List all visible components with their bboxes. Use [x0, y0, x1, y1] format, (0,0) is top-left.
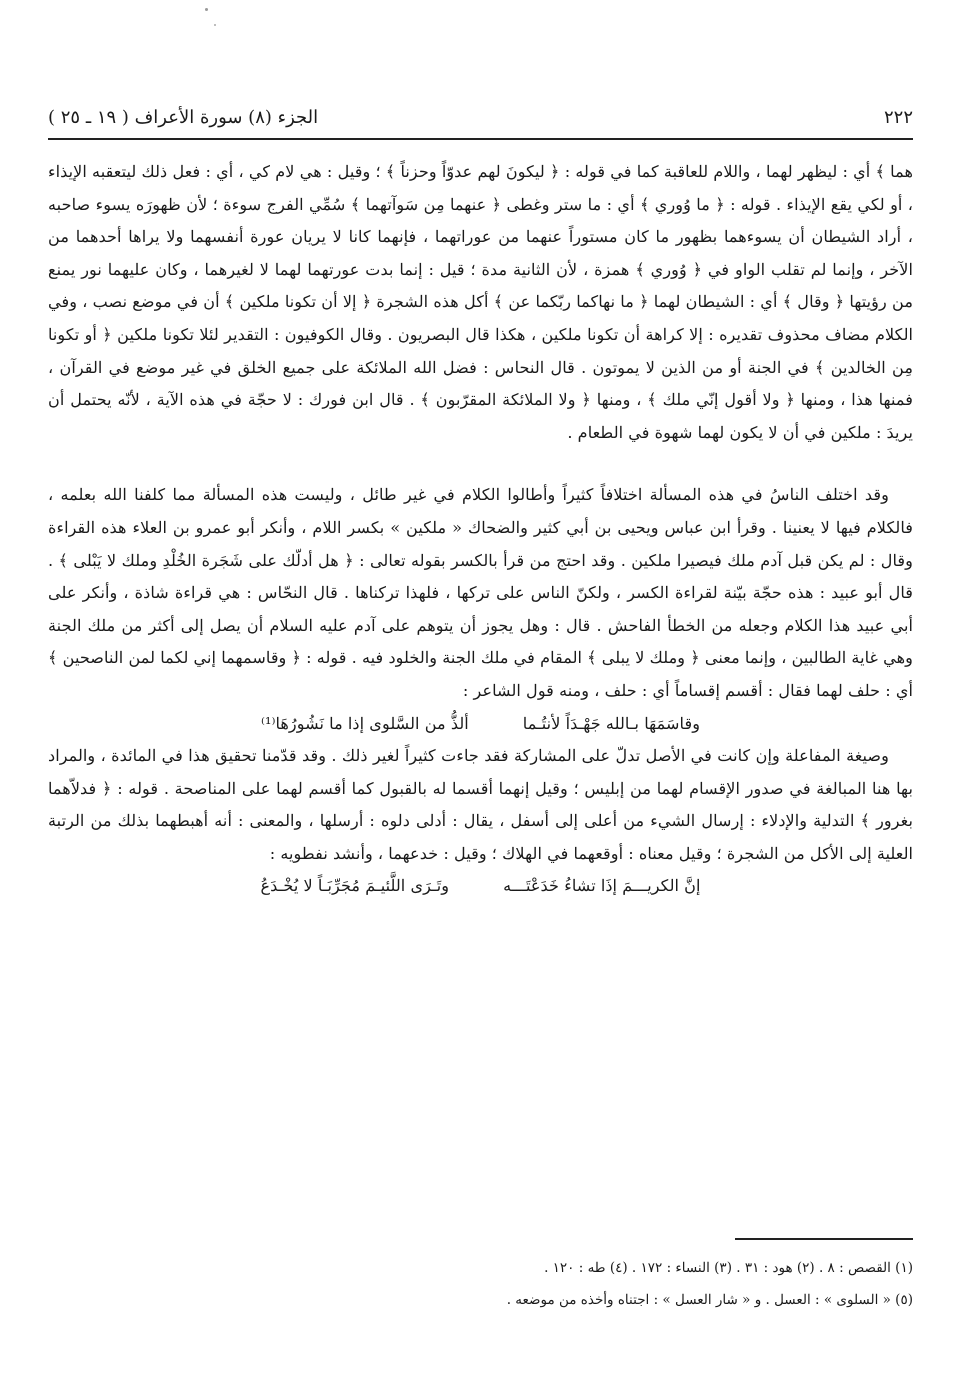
verse-2 [48, 870, 913, 903]
paragraph-2: وقد اختلف الناسُ في هذه المسألة اختلافاً كثيراً وأطالوا الكلام في غير طائل ، وليست هذه المسألة مما كلفنا الله بعلمه ، فالكلام فيها لا يعنينا . وقرأ ابن عباس ويحيى بن أبي كثير والضحاك « ملكين » بكسر اللام ، وأنكر أبو عمرو بن العلاء هذه القراءة وقال : لم يكن قبل آدم ملك فيصيرا ملكين . وقد احتج من قرأ بالكسر بقوله تعالى : ﴿ هل أدلّك على شَجَرة الخُلْدِ وملك لا يَبْلى ﴾ . قال أبو عبيد : هذه حجّة بيّنة لقراءة الكسر ، ولكنّ الناس على تركها ، فلهذا تركناها . قال النحّاس : هي قراءة شاذة ، وأنكر على أبي عبيد هذا الكلام وجعله من الخطأ الفاحش . قال : وهل يجوز أن يتوهم على آدم عليه السلام أن يصل إلى أكثر من ملك الجنة وهي غاية الطالبين ، وإنما معنى ﴿ وملك لا يبلى ﴾ المقام في ملك الجنة والخلود فيه . قوله : ﴿ وقاسمهما إني لكما لمن الناصحين ﴾ أي : حلف لهما فقال : أقسم إقساماً أي : حلف ، ومنه قول الشاعر : [48, 485, 913, 700]
verse-2-second-hemistich: وتَـرَى اللَّئيـمَ مُجَرِّبَـاً لا يُخْـدَعُ [260, 876, 450, 896]
scan-speck [205, 8, 208, 11]
paragraph-1: هما ﴾ أي : ليظهر لهما ، واللام للعاقبة كما في قوله : ﴿ ليكونَ لهم عدوّاً وحزناً ﴾ ؛ وقيل : هي لام كي ، أي : فعل ذلك ليتعقبه الإيذاء ، أو لكي يقع الإيذاء . قوله : ﴿ ما وُوري ﴾ أي : ما ستر وغطى ﴿ عنهما مِن سَوآتهما ﴾ سُمِّي الفرج سوءة ؛ لأن ظهورَه يسوء صاحبه ، أراد الشيطان أن يسوءهما بظهور ما كان مستوراً عنهما من عوراتهما ، فإنهما كانا لا يريان عورة أنفسهما ولا يراها أحدهما من الآخر ، وإنما لم تقلب الواو في ﴿ وُوري ﴾ همزة ، لأن الثانية مدة ؛ قيل : إنما بدت عورتهما لهما لا لغيرهما ، وكان عليهما نور يمنع من رؤيتها ﴿ وقال ﴾ أي : الشيطان لهما ﴿ ما نهاكما ربّكما عن ﴾ أكل هذه الشجرة ﴿ إلا أن تكونا ملكين ﴾ أن في موضع نصب ، وفي الكلام مضاف محذوف تقديره : إلا كراهة أن تكونا ملكين ، هكذا قال البصريون . وقال الكوفيون : التقدير لئلا تكونا ملكين ﴿ أو تكونا مِن الخالدين ﴾ في الجنة أو من الذين لا يموتون . قال النحاس : فضل الله الملائكة على جميع الخلق في غير موضع في القرآن ، فمنها هذا ، ومنها ﴿ ولا أقول إنّي ملك ﴾ ، ومنها ﴿ ولا الملائكة المقرّبون ﴾ . قال ابن فورك : لا حجّة في هذه الآية ، لأنّه يحتمل أن يريدَ : ملكين في أن لا يكون لهما شهوة في الطعام . [48, 162, 913, 442]
paragraph-3: وصيغة المفاعلة وإن كانت في الأصل تدلّ على المشاركة فقد جاءت كثيراً لغير ذلك . وقد قدّمنا تحقيق هذا في المائدة ، والمراد بها هنا المبالغة في صدور الإقسام لهما من إبليس ؛ وقيل إنهما أقسما له بالقبول كما أقسم لهما على المناصحة . قوله : ﴿ فدلاّهما بغرور ﴾ التدلية والإدلاء : إرسال الشيء من أعلى إلى أسفل ، يقال : أدلى دلوه : أرسلها ، والمعنى : أنه أهبطهما بذلك من الرتبة العلية إلى الأكل من الشجرة ؛ وقيل معناه : أوقعهما في الهلاك ؛ وقيل : خدعهما ، وأنشد نفطويه : [48, 746, 913, 863]
running-header [48, 100, 913, 134]
footnotes [48, 1252, 913, 1316]
footnote-rule [735, 1238, 913, 1240]
main-text [48, 156, 913, 903]
verse-1-second-hemistich: ألذُّ من السَّلوى إذا ما نَشُورُهَا⁽¹⁾ [260, 713, 469, 733]
footnote-line-2: (٥) « السلوى » : العسل . و « شار العسل » : اجتناه وأخذه من موضعه . [506, 1292, 913, 1308]
footnote-line-1: (١) القصص : ٨ . (٢) هود : ٣١ . (٣) النساء : ١٧٢ . (٤) طه : ١٢٠ . [544, 1260, 913, 1276]
verse-1 [48, 708, 913, 741]
verse-2-first-hemistich: إنَّ الكريـــمَ إذَا تشاءُ خَدَعْتَـــه [503, 876, 701, 896]
verse-1-first-hemistich: وقاسَمَهَا بـالله جَهْـدَاً لأنتُـما [522, 713, 701, 733]
running-title: الجزء (٨) سورة الأعراف ( ١٩ ـ ٢٥ ) [48, 106, 319, 128]
page-number: ٢٢٢ [883, 106, 913, 128]
scan-speck [214, 24, 216, 26]
header-rule [48, 138, 913, 140]
